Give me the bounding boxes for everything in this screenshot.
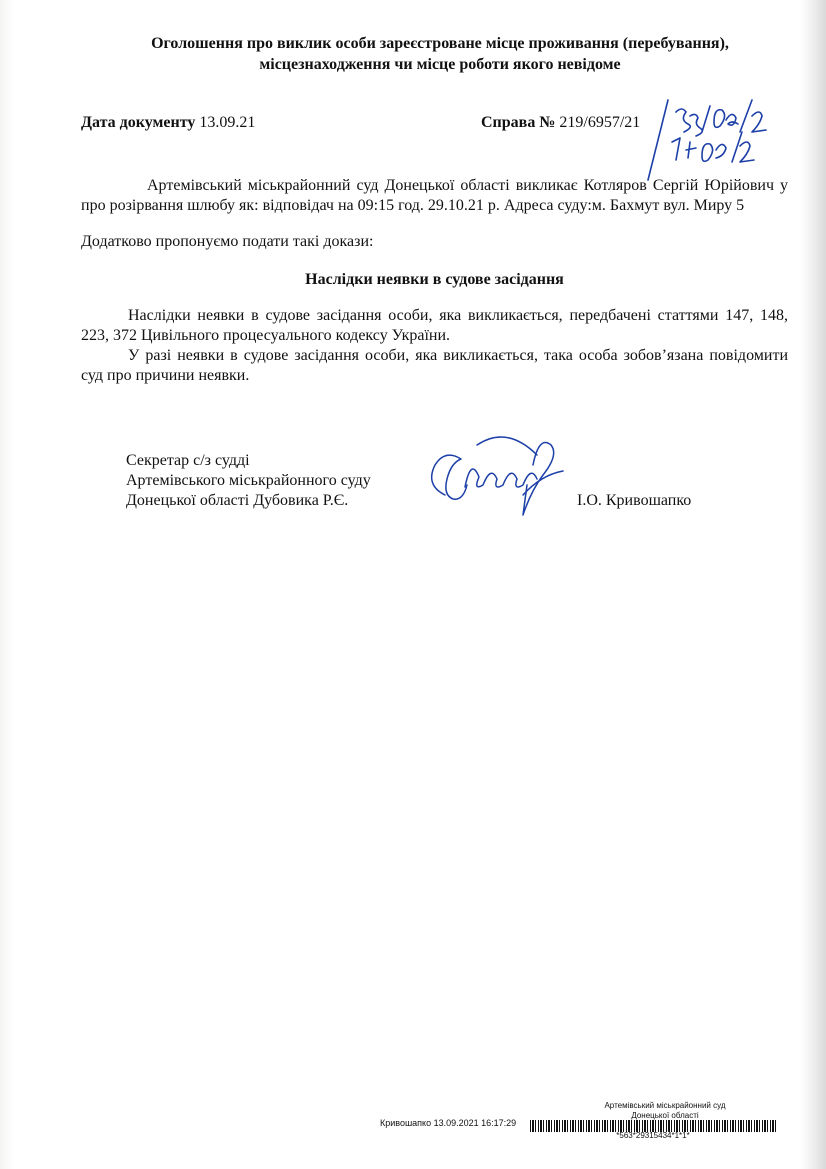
date-label: Дата документу bbox=[81, 114, 196, 131]
evidence-line: Додатково пропонуємо подати такі докази: bbox=[81, 233, 374, 250]
footer-court-line-2: Донецької області bbox=[631, 1111, 699, 1120]
case-number bbox=[481, 114, 640, 132]
document-date bbox=[81, 114, 255, 132]
title-line-2: місцезнаходження чи місце роботи якого невідоме bbox=[259, 56, 621, 73]
signer-position-line-2: Артемівського міськрайонного суду bbox=[126, 472, 371, 489]
summons-paragraph: Артемівський міськрайонний суд Донецької області викликає Котляров Сергій Юрійович у про розірвання шлюбу як: відповідач на 09:15 год. 29.10.21 р. Адреса суду:м. Бахмут вул. Миру 5 bbox=[81, 177, 788, 214]
consequences-heading: Наслідки неявки в судове засідання bbox=[305, 271, 564, 288]
date-value: 13.09.21 bbox=[199, 114, 256, 131]
case-value: 219/6957/21 bbox=[559, 114, 641, 131]
signature-block bbox=[126, 451, 371, 511]
signer-position-line-1: Секретар с/з судді bbox=[126, 452, 250, 469]
footer-timestamp: Кривошапко 13.09.2021 16:17:29 bbox=[380, 1118, 517, 1128]
signer-name: І.О. Кривошапко bbox=[577, 492, 692, 509]
title-line-1: Оголошення про виклик особи зареєстроване місце проживання (перебування), bbox=[151, 35, 729, 52]
document-title bbox=[60, 33, 820, 75]
case-label: Справа № bbox=[481, 114, 556, 131]
footer-court-line-1: Артемівський міськрайонний суд bbox=[604, 1101, 726, 1110]
consequences-paragraph-1: Наслідки неявки в судове засідання особи, яка викликається, передбачені статтями 147, 148, 223, 372 Цивільного процесуального кодексу України. bbox=[81, 307, 788, 344]
signer-position-line-3: Донецької області Дубовика Р.Є. bbox=[126, 492, 349, 509]
handwritten-note bbox=[640, 92, 780, 182]
footer-court-name bbox=[560, 1101, 770, 1121]
handwritten-signature bbox=[415, 425, 575, 525]
barcode-number: *563*29315434*1*1* bbox=[616, 1131, 690, 1140]
consequences-paragraph-2: У разі неявки в судове засідання особи, яка викликається, така особа зобов’язана повідомити суд про причини неявки. bbox=[81, 347, 788, 384]
